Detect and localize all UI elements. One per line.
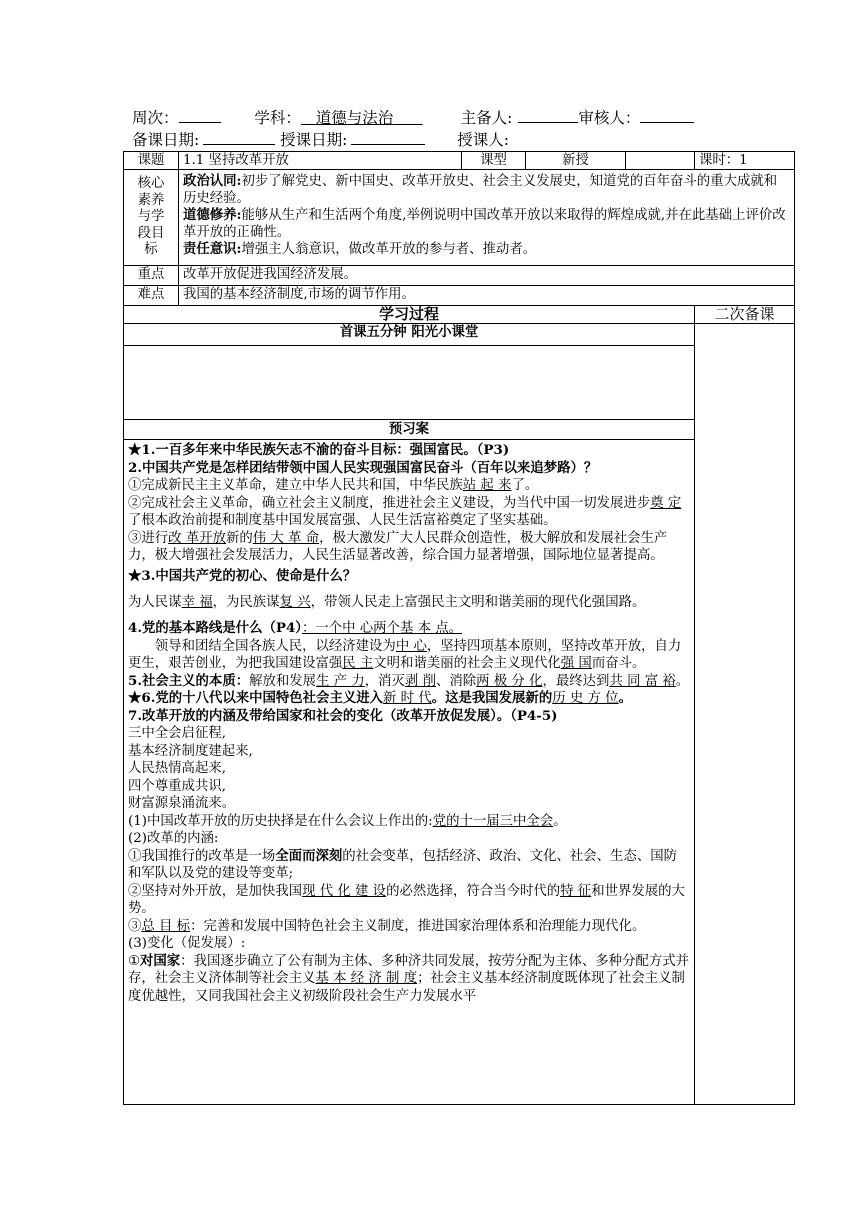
process-title: 学习过程 [124,306,695,324]
teach-date-blank [351,130,425,145]
poem-line: 三中全会启征程, [128,726,226,741]
difficulty-value: 我国的基本经济制度,市场的调节作用。 [179,286,795,306]
content-body [124,440,695,1105]
question-7-1: (1)中国改革开放的历史抉择是在什么会议上作出的:党的十一届三中全会。 [128,813,567,829]
goal-item: 政治认同:初步了解党史、新中国史、改革开放史、社会主义发展史，知道党的百年奋斗的重大成就和历史经验。 [183,173,778,206]
process-row [124,306,795,324]
topic-label: 课题 [124,152,179,170]
question-7-2: (2)改革的内涵: [128,831,219,846]
warmup-title: 首课五分钟 阳光小课堂 [124,324,695,346]
prep-date-label: 备课日期: [132,131,200,149]
question-5: 5.社会主义的本质：解放和发展生 产 力，消灭剥 削、消除两 极 分 化，最终达到共 同 富 裕。 [128,672,690,689]
poem-line: 财富源泉涌流来。 [128,796,236,811]
warmup-row [124,324,795,346]
preparer-blank [518,108,578,123]
answer-7-3-1: ①对国家：我国逐步确立了公有制为主体、多种济共同发展，按劳分配为主体、多种分配方式并存，社会主义济体制等社会主义基 本 经 济 制 度；社会主义基本经济制度既体现了社会主义制度优越性，又同我国社会主义初级阶段社会生产力发展水平 [128,952,690,1004]
prep-date-blank [203,130,275,145]
answer-7-2-2: ②坚持对外开放，是加快我国现 代 化 建 设的必然选择，符合当今时代的特 征和世界发展的大势。 [128,883,685,916]
goals-row [124,170,795,266]
type-value: 新授 [526,152,626,170]
poem-line: 人民热情高起来, [128,761,226,776]
preview-title: 预习案 [124,420,695,440]
reviewer-blank [640,108,694,123]
warmup-blank-row [124,346,795,420]
reviewer-label: 审核人： [578,109,641,127]
lesson-plan-table [123,151,795,1105]
goals-label: 核心素养与学段目标 [124,170,179,266]
key-point-label: 重点 [124,266,179,286]
second-prep-title: 二次备课 [695,306,795,324]
content-row [124,440,795,1105]
poem-line: 基本经济制度建起来, [128,743,253,759]
answer-2-2: ②完成社会主义革命，确立社会主义制度，推进社会主义建设，为当代中国一切发展进步奠 定了根本政治前提和制度基中国发展富强、人民生活富裕奠定了坚实基础。 [128,495,682,528]
answer-7-2-1: ①我国推行的改革是一场全面而深刻的社会变革，包括经济、政治、文化、社会、生态、国防和军队以及党的建设等变革; [128,847,678,881]
answer-4: 领导和团结全国各族人民，以经济建设为中 心，坚持四项基本原则，坚持改革开放，自力更生，艰苦创业，为把我国建设富强民 主文明和谐美丽的社会主义现代化强 国而奋斗。 [128,638,682,671]
answer-2-3: ③进行改 革开放新的伟 大 革 命，极大激发广大人民群众创造性，极大解放和发展社会生产力，极大增强社会发展活力，人民生活显著改善，综合国力显著增强，国际地位显著提高。 [128,530,668,563]
topic-row [124,152,795,170]
question-7-3: (3)变化（促发展）: [128,936,246,951]
second-prep-column [695,324,795,1105]
period-spacer [626,152,695,170]
week-label: 周次： [132,109,179,127]
poem-line: 四个尊重成共识, [128,778,226,794]
subject-label: 学科： [254,109,301,127]
question-6: ★6.党的十八代以来中国特色社会主义进入新 时 代。这是我国发展新的历 史 方 位。 [128,690,632,706]
key-point-value: 改革开放促进我国经济发展。 [179,266,795,286]
period-label: 课时：1 [695,152,795,170]
subject-value: 道德与法治 [315,109,394,127]
question-2: 2.中国共产党是怎样团结带领中国人民实现强国富民奋斗（百年以来追梦路）？ [128,459,598,476]
goals-content [179,170,795,266]
question-7: 7.改革开放的内涵及带给国家和社会的变化（改革开放促发展）。（P4-5) [128,707,558,724]
warmup-blank [124,346,695,420]
answer-7-2-3: ③总 目 标：完善和发展中国特色社会主义制度，推进国家治理体系和治理能力现代化。 [128,918,646,934]
goal-item: 道德修养:能够从生产和生活两个角度,举例说明中国改革开放以来取得的辉煌成就,并在此基础上评价改革开放的正确性。 [183,207,786,240]
preview-row [124,420,795,440]
topic-value: 1.1 坚持改革开放 [179,152,462,170]
question-3: ★3.中国共产党的初心、使命是什么？ [128,567,357,584]
answer-2-1: ①完成新民主主义革命，建立中华人民共和国，中华民族站 起 来了。 [128,478,539,493]
teach-date-label: 授课日期: [280,131,348,149]
difficulty-label: 难点 [124,286,179,306]
difficulty-row [124,286,795,306]
question-4: 4.党的基本路线是什么（P4）：一个中 心两个基 本 点。 [128,620,463,636]
header-line-2 [132,128,509,150]
week-blank [179,108,221,123]
question-1: ★1.一百多年来中华民族矢志不渝的奋斗目标：强国富民。（P3) [128,442,510,458]
type-label: 课型 [462,152,526,170]
teacher-label: 授课人: [457,131,510,149]
answer-3: 为人民谋幸 福，为民族谋复 兴，带领人民走上富强民主文明和谐美丽的现代化强国路。 [128,595,646,610]
header-line-1 [132,106,694,128]
goal-item: 责任意识:增强主人翁意识，做改革开放的参与者、推动者。 [183,241,537,257]
key-point-row [124,266,795,286]
preparer-label: 主备人: [460,109,513,127]
